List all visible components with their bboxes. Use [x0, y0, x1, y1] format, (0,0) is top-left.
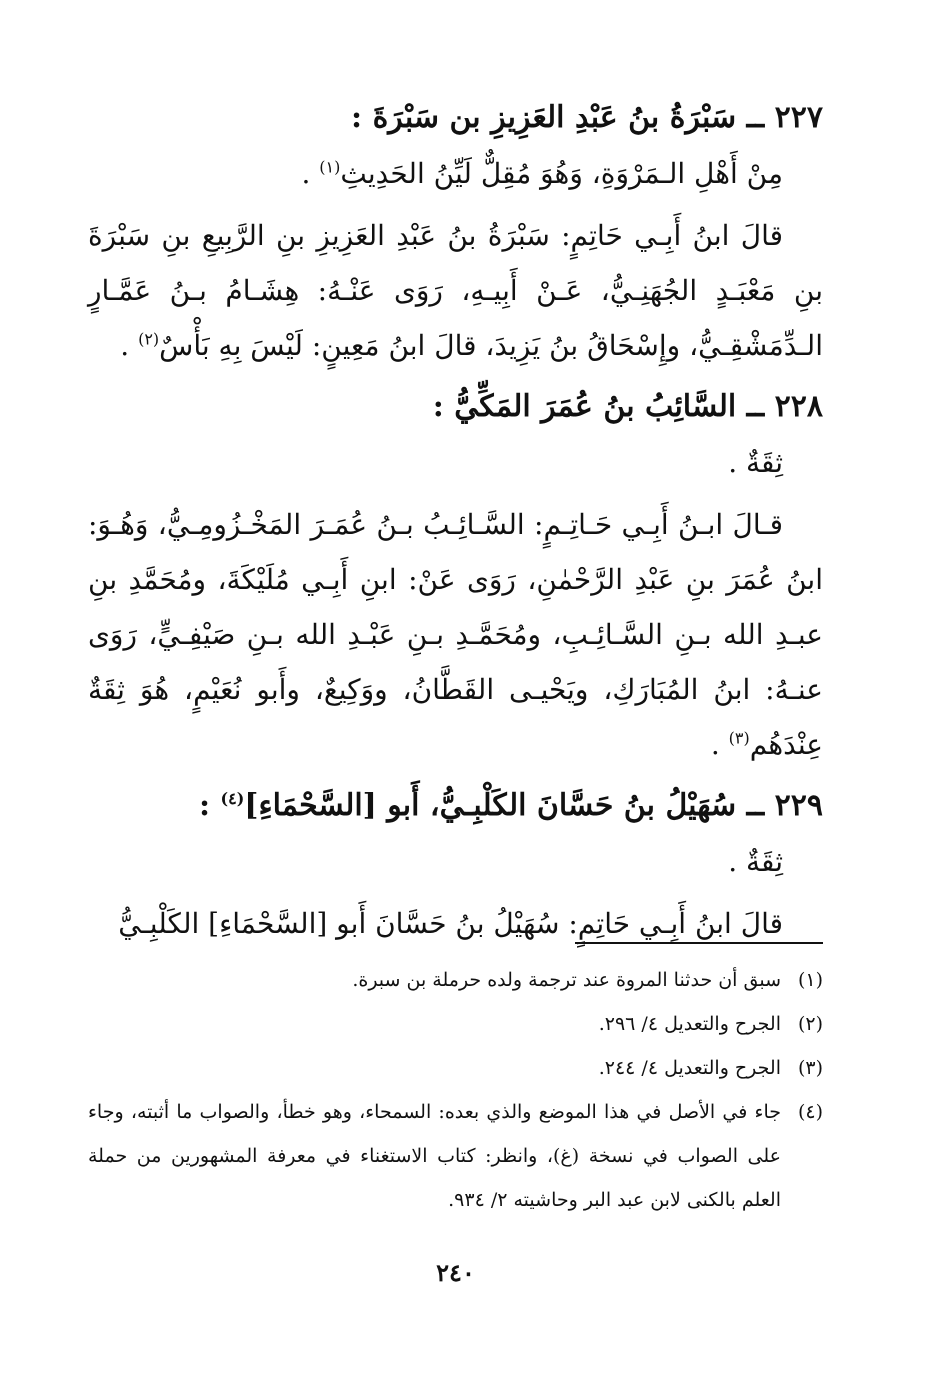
footnote-separator: [575, 942, 823, 944]
footnote-text: الجرح والتعديل ٤/ ٢٩٦.: [598, 1013, 781, 1035]
entry-227-paragraph-end: .: [120, 329, 139, 362]
footnote-ref-2[interactable]: (٢): [138, 329, 160, 349]
entry-228-heading-text: ٢٢٨ ــ السَّائِبُ بنُ عُمَرَ المَكِّيُّ :: [432, 389, 823, 424]
entry-229-grade: [88, 834, 823, 890]
footnote-3: [88, 1046, 823, 1090]
entry-228-paragraph: [88, 497, 823, 772]
footnote-1: [88, 958, 823, 1002]
entry-227-paragraph: [88, 208, 823, 373]
entry-229-paragraph-text: قالَ ابنُ أَبِـي حَاتِمٍ: سُهَيْلُ بنُ حَسَّانَ أَبو [السَّحْمَاءِ] الكَلْبِـيُّ: [118, 907, 783, 940]
footnote-text: جاء في الأصل في هذا الموضع والذي بعده: السمحاء، وهو خطأ، والصواب ما أثبته، وجاء على الصواب في نسخة (غ)، وانظر: كتاب الاستغناء في معرفة المشهورين من حملة العلم بالكنى لابن عبد البر وحاشيته ٢/ ٩٣٤.: [88, 1101, 781, 1211]
entry-229-heading-text: ٢٢٩ ــ سُهَيْلُ بنُ حَسَّانَ الكَلْبِـيُّ، أَبو [السَّحْمَاءِ]: [244, 788, 823, 823]
footnote-number: (٢): [797, 1013, 823, 1035]
entry-228-grade-text: ثِقَةٌ .: [728, 446, 783, 479]
entry-228-heading: [88, 379, 823, 435]
footnote-2: [88, 1002, 823, 1046]
entry-229-grade-text: ثِقَةٌ .: [728, 845, 783, 878]
entry-229-heading: [88, 778, 823, 834]
footnote-number: (٤): [797, 1101, 823, 1123]
entry-227-grade-end: .: [301, 157, 320, 190]
footnote-text: سبق أن حدثنا المروة عند ترجمة ولده حرملة بن سبرة.: [352, 969, 781, 991]
book-page: [88, 90, 823, 1340]
footnote-4: [88, 1090, 823, 1222]
entry-227-heading-text: ٢٢٧ ــ سَبْرَةُ بنُ عَبْدِ العَزِيزِ بن سَبْرَةَ :: [351, 100, 823, 135]
footnotes: [88, 958, 823, 1222]
footnote-ref-4[interactable]: (٤): [220, 789, 245, 808]
entry-229-heading-end: :: [199, 788, 221, 823]
footnote-number: (١): [797, 969, 823, 991]
footnote-ref-3[interactable]: (٣): [728, 728, 750, 748]
entry-228-paragraph-text: قـالَ ابـنُ أَبِـي حَـاتِـمٍ: السَّـائِـبُ بـنُ عُمَـرَ المَخْـزُومِـيُّ، وَهُـوَ: ابنُ عُمَرَ بنِ عَبْدِ الرَّحْمٰنِ، رَوَى عَنْ: ابنِ أَبِـي مُلَيْكَةَ، ومُحَمَّدِ بنِ عبـدِ الله بـنِ السَّـائِـبِ، ومُحَمَّـدِ بـنِ عَبْـدِ الله بـنِ صَيْفِـيٍّ، رَوَى عنـهُ: ابنُ المُبَارَكِ، ويَحْيـى القَطَّانُ، ووَكِيعٌ، وأَبو نُعَيْمٍ، هُوَ ثِقَةٌ عِنْدَهُم: [88, 508, 823, 761]
entry-228-paragraph-end: .: [710, 728, 729, 761]
entry-228-grade: [88, 435, 823, 491]
footnote-text: الجرح والتعديل ٤/ ٢٤٤.: [598, 1057, 781, 1079]
page-number: ٢٤٠: [436, 1258, 475, 1287]
entry-227-grade-text: مِنْ أَهْلِ الـمَرْوَةِ، وَهُوَ مُقِلٌّ لَيِّنُ الحَدِيثِ: [340, 157, 783, 190]
entry-227-grade: [88, 146, 823, 202]
footnote-ref-1[interactable]: (١): [319, 157, 341, 177]
entry-227-heading: [88, 90, 823, 146]
footnote-number: (٣): [797, 1057, 823, 1079]
entry-227-paragraph-text: قالَ ابنُ أَبِـي حَاتِمٍ: سَبْرَةُ بنُ عَبْدِ العَزِيزِ بنِ الرَّبِيعِ بنِ سَبْرَةَ بنِ مَعْبَـدٍ الجُهَنِـيُّ، عَـنْ أَبِيـهِ، رَوَى عَنْـهُ: هِشَـامُ بـنُ عَمَّـارٍ الـدِّمَشْقِـيُّ، وإِسْحَاقُ بنُ يَزِيدَ، قالَ ابنُ مَعِينٍ: لَيْسَ بِهِ بَأْسٌ: [88, 219, 823, 362]
